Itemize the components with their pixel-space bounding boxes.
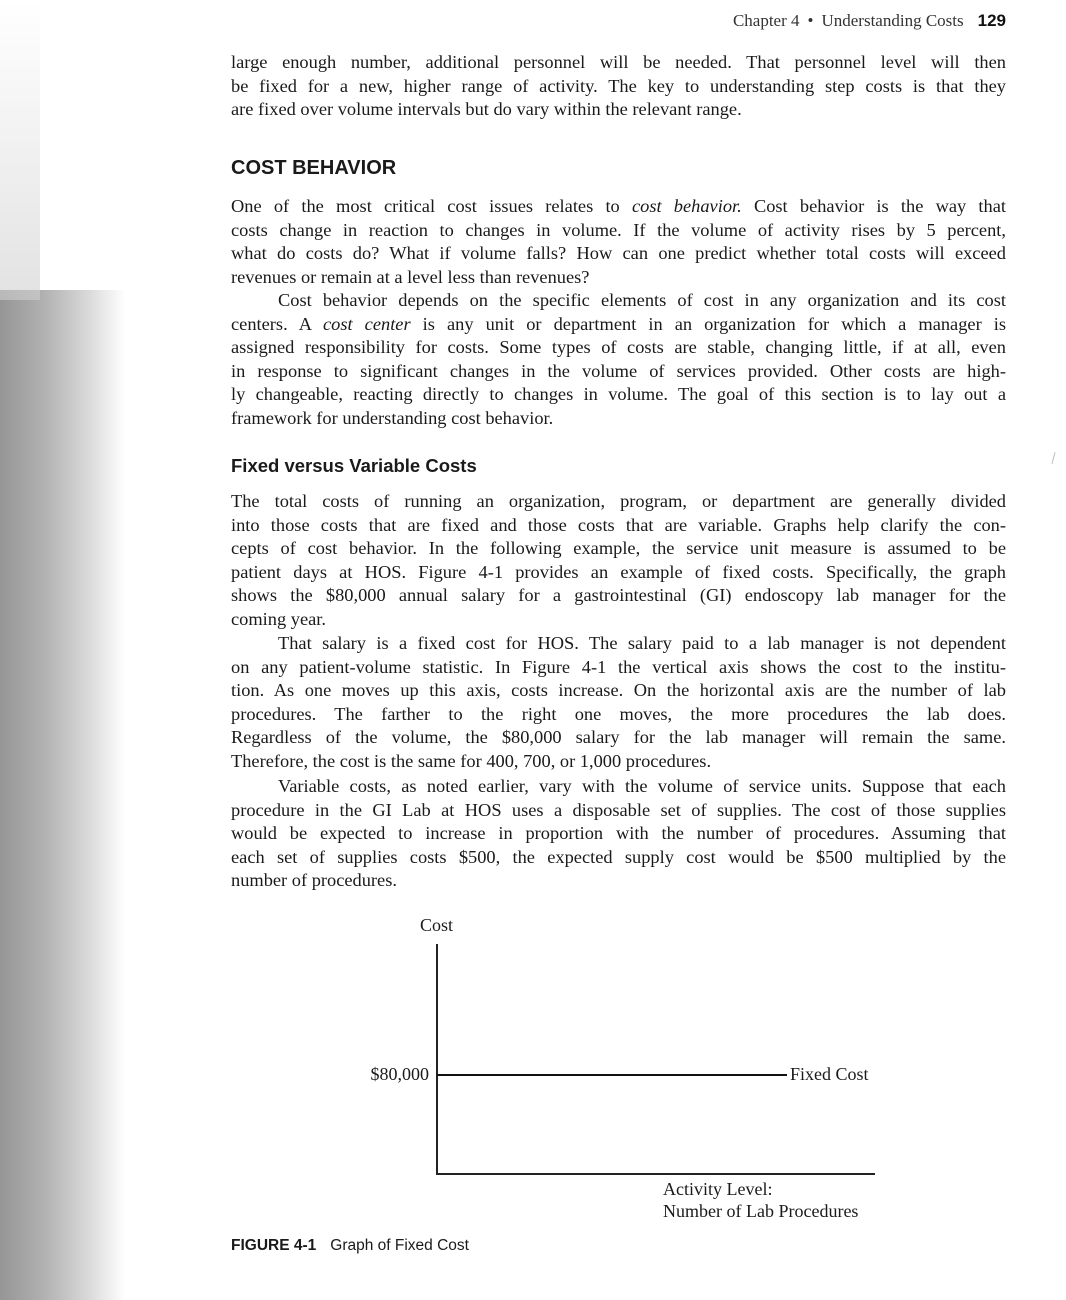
text-line: procedures. The farther to the right one moves, the more procedures the lab does. (231, 703, 1006, 724)
text-line: into those costs that are fixed and those costs that are variable. Graphs help clarify the con- (231, 514, 1006, 535)
text-line: That salary is a fixed cost for HOS. The salary paid to a lab manager is not dependent (278, 633, 1006, 653)
text-line: procedure in the GI Lab at HOS uses a disposable set of supplies. The cost of those supplies (231, 799, 1006, 820)
text-line: Therefore, the cost is the same for 400, 700, or 1,000 procedures. (231, 750, 712, 771)
text-segment: Cost behavior is the way that (741, 196, 1006, 216)
paragraph-fixed-variable-1 (231, 490, 1006, 632)
text-line: patient days at HOS. Figure 4-1 provides an example of fixed costs. Specifically, the graph (231, 561, 1006, 582)
text-line: tion. As one moves up this axis, costs increase. On the horizontal axis are the number of lab (231, 680, 1006, 701)
text-line: costs change in reaction to changes in volume. If the volume of activity rises by 5 percent, (231, 219, 1006, 240)
text-line (231, 313, 1006, 337)
subsection-heading: Fixed versus Variable Costs (231, 455, 477, 476)
text-line (231, 195, 1006, 219)
text-line: shows the $80,000 annual salary for a gastrointestinal (GI) endoscopy lab manager for the (231, 585, 1006, 606)
section-heading: COST BEHAVIOR (231, 157, 397, 179)
text-line: cepts of cost behavior. In the following example, the service unit measure is assumed to be (231, 538, 1006, 559)
paragraph-intro (231, 51, 1006, 122)
italic-term: cost center (323, 313, 411, 334)
text-segment: One of the most critical cost issues relates to (231, 196, 632, 216)
text-line: The total costs of running an organization, program, or department are generally divided (231, 491, 1006, 511)
text-line: assigned responsibility for costs. Some types of costs are stable, changing little, if at all, even (231, 337, 1006, 358)
text-line: in response to significant changes in the volume of services provided. Other costs are high- (231, 360, 1006, 381)
text-line: would be expected to increase in proportion with the number of procedures. Assuming that (231, 823, 1006, 844)
fixed-cost-line (437, 1074, 787, 1076)
text-line: number of procedures. (231, 870, 397, 891)
text-line: what do costs do? What if volume falls? How can one predict whether total costs will exceed (231, 243, 1006, 264)
text-segment: centers. A (231, 313, 324, 334)
italic-term: cost behavior. (631, 196, 742, 216)
text-line: are fixed over volume intervals but do vary within the relevant range. (231, 99, 742, 120)
paragraph-cost-behavior-2 (231, 289, 1006, 431)
page-number: 129 (977, 11, 1006, 30)
separator: • (807, 11, 814, 30)
text-line: each set of supplies costs $500, the expected supply cost would be $500 multiplied by the (231, 846, 1006, 867)
text-line: revenues or remain at a level less than revenues? (231, 266, 590, 287)
text-line: large enough number, additional personnel will be needed. That personnel level will then (231, 52, 1006, 72)
y-axis (436, 944, 438, 1175)
paragraph-fixed-variable-2 (231, 632, 1006, 774)
chapter-label: Chapter 4 (732, 11, 800, 30)
scan-mark (1051, 452, 1055, 464)
figure-caption (231, 1237, 469, 1255)
x-axis (436, 1173, 875, 1175)
figure-title: Graph of Fixed Cost (330, 1237, 469, 1254)
figure-number: FIGURE 4-1 (231, 1237, 317, 1254)
text-line: be fixed for a new, higher range of activity. The key to understanding step costs is that they (231, 75, 1006, 96)
y-axis-label: Cost (420, 915, 454, 935)
x-axis-label-line1: Activity Level: (663, 1179, 773, 1199)
text-line: framework for understanding cost behavior. (231, 407, 554, 428)
scan-shadow (0, 290, 125, 1300)
text-line: ly changeable, reacting directly to changes in volume. The goal of this section is to lay out a (231, 384, 1006, 405)
text-line: Cost behavior depends on the specific elements of cost in any organization and its cost (278, 290, 1006, 310)
paragraph-fixed-variable-3 (231, 775, 1006, 893)
text-line: Regardless of the volume, the $80,000 salary for the lab manager will remain the same. (231, 727, 1006, 748)
text-line: Variable costs, as noted earlier, vary with the volume of service units. Suppose that each (278, 776, 1006, 796)
text-segment: is any unit or department in an organization for which a manager is (410, 313, 1007, 334)
series-label: Fixed Cost (790, 1064, 869, 1084)
y-tick-label: $80,000 (370, 1064, 429, 1084)
paragraph-cost-behavior-1 (231, 195, 1006, 289)
scan-shadow-top (0, 0, 40, 300)
chapter-title: Understanding Costs (821, 11, 964, 30)
text-line: on any patient-volume statistic. In Figure 4-1 the vertical axis shows the cost to the institu- (231, 656, 1006, 677)
text-line: coming year. (231, 608, 326, 629)
x-axis-label-line2: Number of Lab Procedures (663, 1201, 859, 1221)
running-header (733, 11, 1006, 31)
